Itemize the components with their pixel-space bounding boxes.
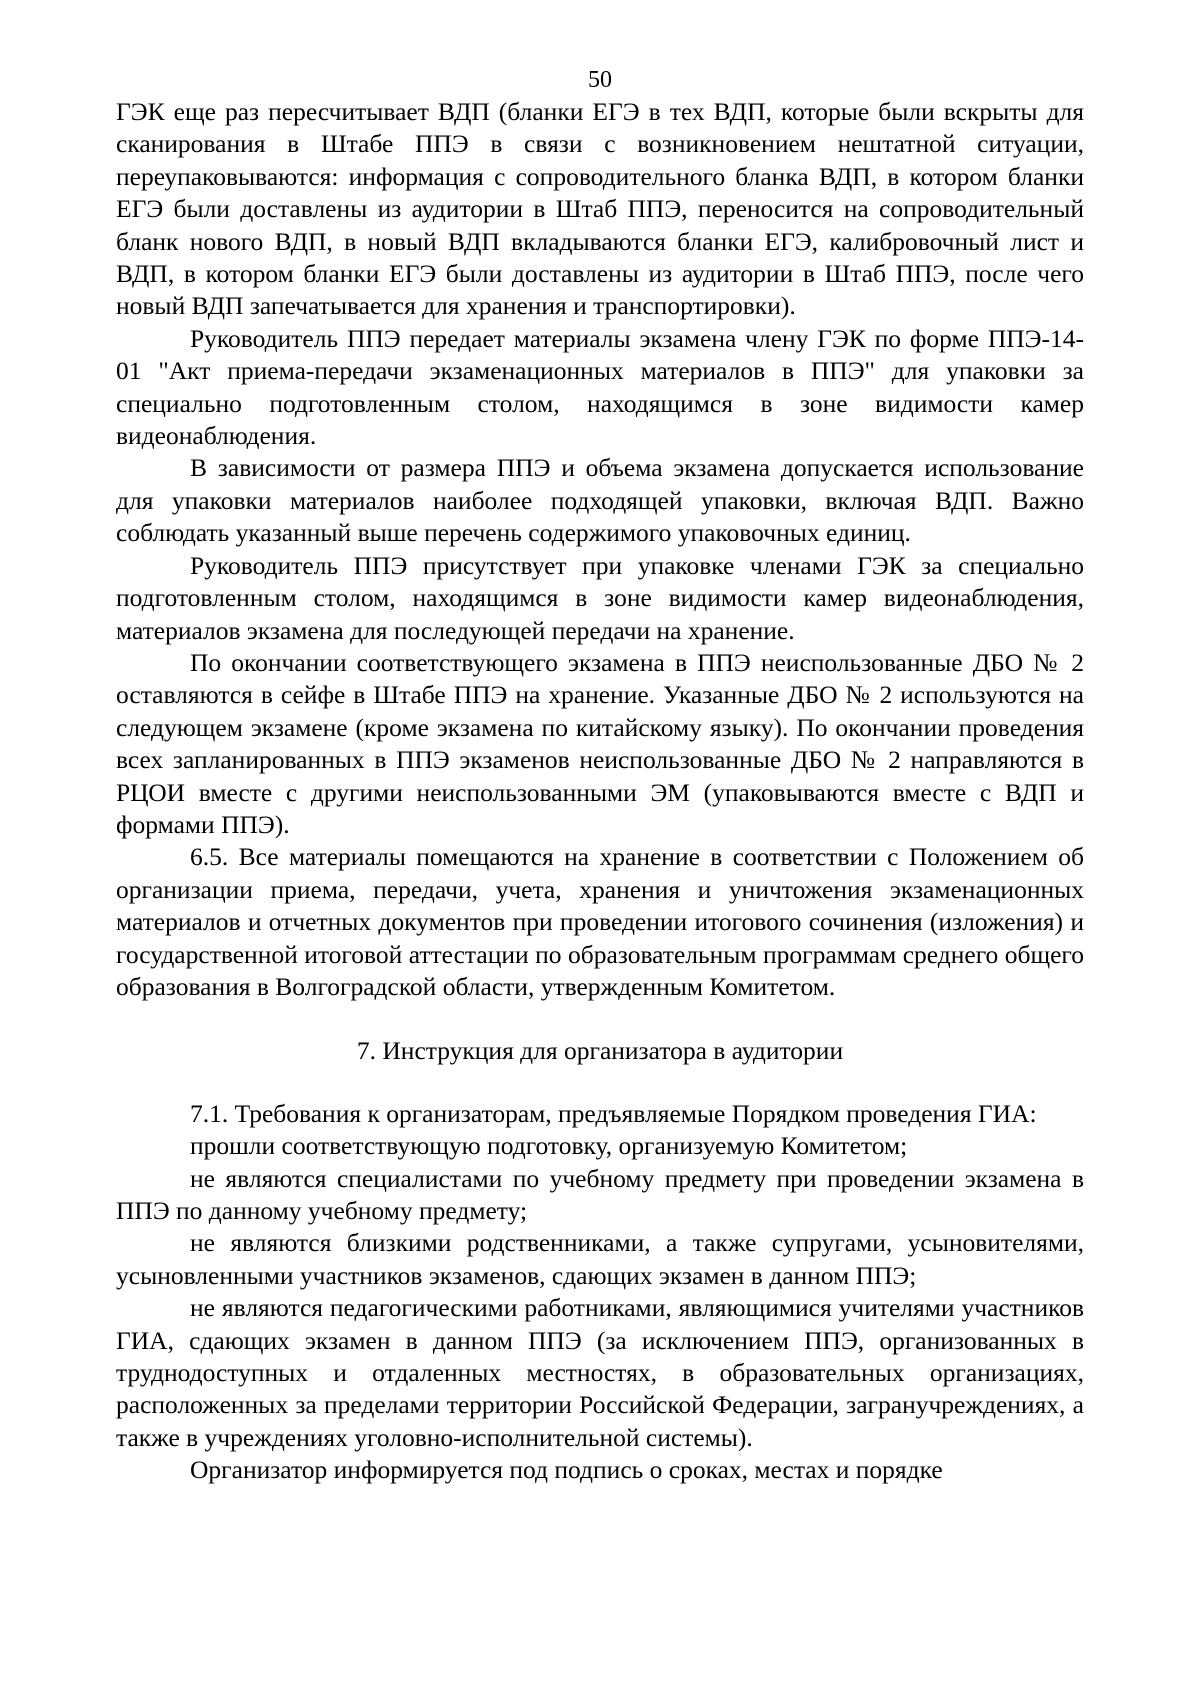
- paragraph-6: 6.5. Все материалы помещаются на хранение в соответствии с Положением об организации приема, передачи, учета, хранения и уничтожения экзаменационных материалов и отчетных документов при проведении итогового сочинения (изложения) и государственной итоговой аттестации по образовательным программам среднего общего образования в Волгоградской области, утвержденным Комитетом.: [116, 842, 1084, 1001]
- paragraph-8: прошли соответствующую подготовку, организуемую Комитетом;: [190, 1131, 908, 1161]
- paragraph-7: 7.1. Требования к организаторам, предъявляемые Порядком проведения ГИА:: [190, 1098, 1037, 1128]
- document-page: [116, 64, 1084, 1487]
- section-title: 7. Инструкция для организатора в аудитории: [356, 1036, 844, 1066]
- paragraph-5: По окончании соответствующего экзамена в ППЭ неиспользованные ДБО № 2 оставляются в сейфе в Штабе ППЭ на хранение. Указанные ДБО № 2 используются на следующем экзамене (кроме экзамена по китайскому языку). По окончании проведения всех запланированных в ППЭ экзаменов неиспользованные ДБО № 2 направляются в РЦОИ вместе с другими неиспользованными ЭМ (упаковываются вместе с ВДП и формами ППЭ).: [116, 647, 1084, 839]
- paragraph-3: В зависимости от размера ППЭ и объема экзамена допускается использование для упаковки материалов наиболее подходящей упаковки, включая ВДП. Важно соблюдать указанный выше перечень содержимого упаковочных единиц.: [116, 453, 1084, 548]
- paragraph-11: не являются педагогическими работниками, являющимися учителями участников ГИА, сдающих экзамен в данном ППЭ (за исключением ППЭ, организованных в труднодоступных и отдаленных местностях, в образовательных организациях, расположенных за пределами территории Российской Федерации, загранучреждениях, а также в учреждениях уголовно-исполнительной системы).: [116, 1293, 1084, 1452]
- paragraph-4: Руководитель ППЭ присутствует при упаковке членами ГЭК за специально подготовленным столом, находящимся в зоне видимости камер видеонаблюдения, материалов экзамена для последующей передачи на хранение.: [116, 550, 1084, 645]
- paragraph-1: ГЭК еще раз пересчитывает ВДП (бланки ЕГЭ в тех ВДП, которые были вскрыты для сканирования в Штабе ППЭ в связи с возникновением нештатной ситуации, переупаковываются: информация с сопроводительного бланка ВДП, в котором бланки ЕГЭ были доставлены из аудитории в Штаб ППЭ, переносится на сопроводительный бланк нового ВДП, в новый ВДП вкладываются бланки ЕГЭ, калибровочный лист и ВДП, в котором бланки ЕГЭ были доставлены из аудитории в Штаб ППЭ, после чего новый ВДП запечатывается для хранения и транспортировки).: [116, 97, 1084, 321]
- top-text-block: [116, 96, 1084, 1003]
- paragraph-10: не являются близкими родственниками, а также супругами, усыновителями, усыновленными участников экзаменов, сдающих экзамен в данном ППЭ;: [116, 1228, 1084, 1290]
- paragraph-9: не являются специалистами по учебному предмету при проведении экзамена в ППЭ по данному учебному предмету;: [116, 1163, 1084, 1225]
- paragraph-2: Руководитель ППЭ передает материалы экзамена члену ГЭК по форме ППЭ-14-01 "Акт приема-передачи экзаменационных материалов в ППЭ" для упаковки за специально подготовленным столом, находящимся в зоне видимости камер видеонаблюдения.: [116, 323, 1084, 451]
- bottom-text-block: [116, 1098, 1084, 1487]
- paragraph-12: Организатор информируется под подпись о сроках, местах и порядке: [190, 1455, 943, 1485]
- page-number: 50: [588, 67, 612, 93]
